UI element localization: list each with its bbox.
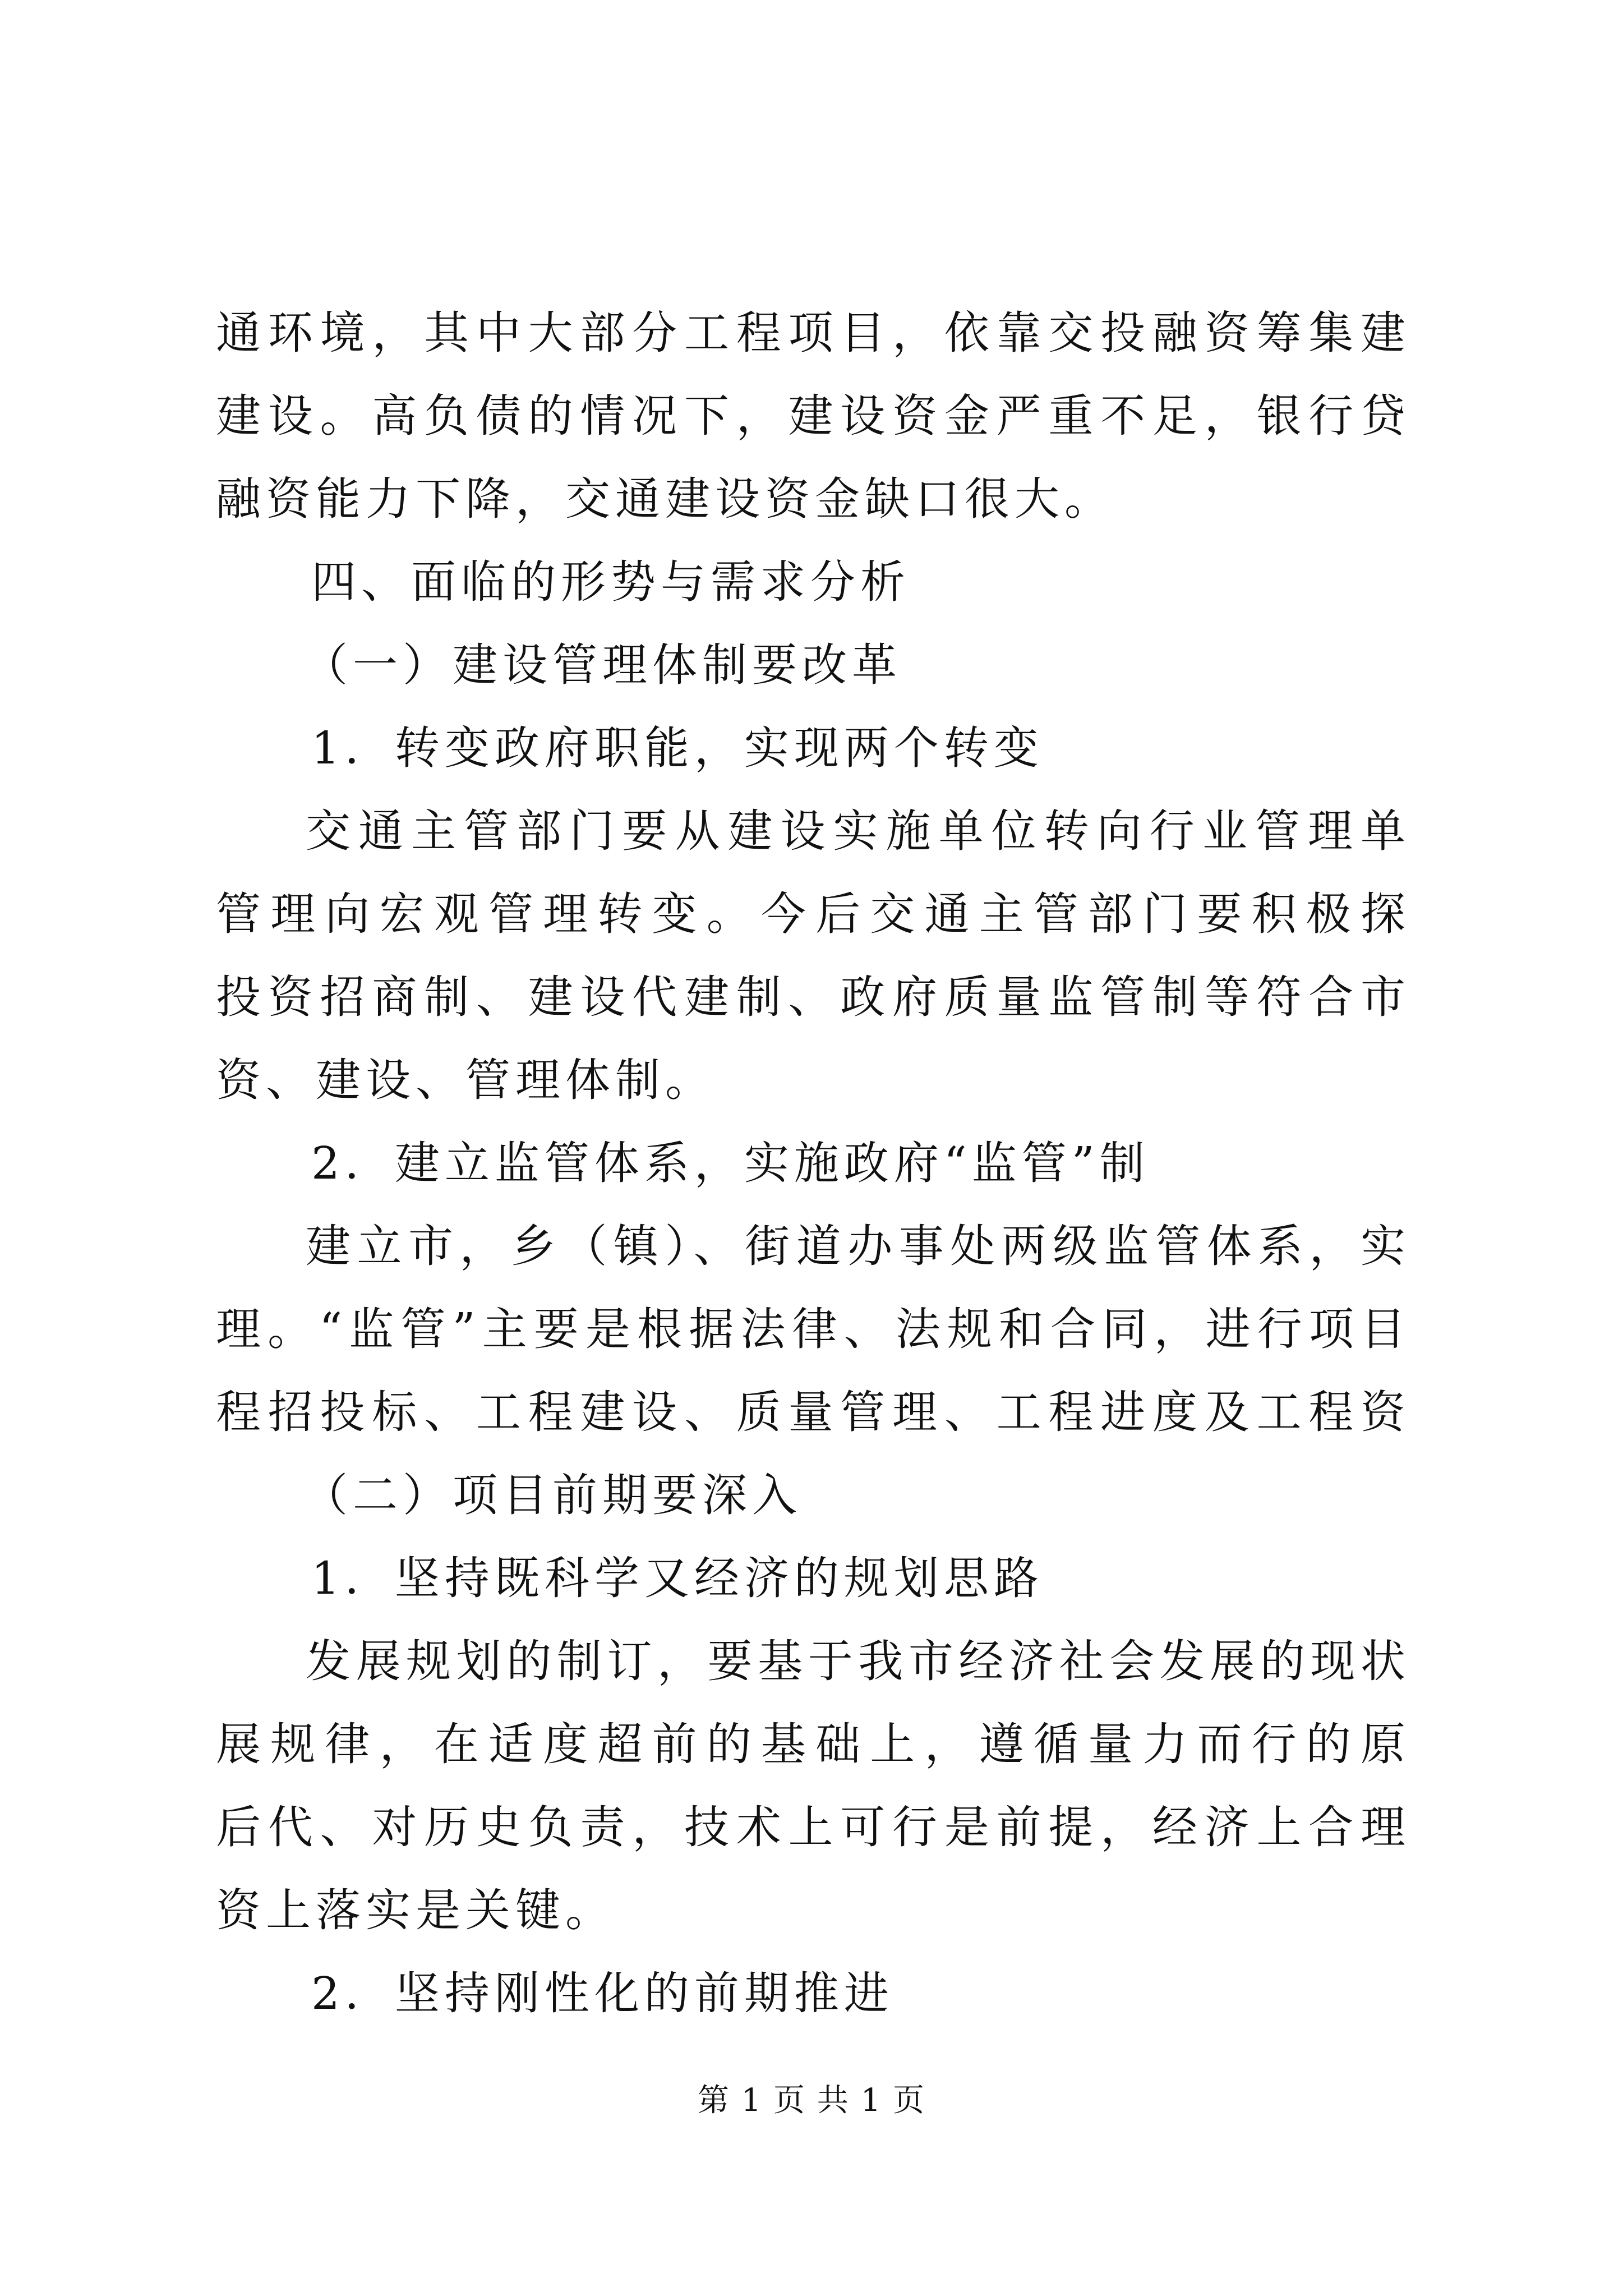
text-line: 展规律，在适度超前的基础上，遵循量力而行的原: [216, 1718, 1410, 1770]
text-line: 建立市，乡（镇）、街道办事处两级监管体系，实: [306, 1220, 1410, 1272]
text-line: 建设。高负债的情况下，建设资金严重不足，银行贷: [216, 390, 1410, 442]
text-line: 管理向宏观管理转变。今后交通主管部门要积极探: [216, 888, 1410, 940]
text-line: 程招投标、工程建设、质量管理、工程进度及工程资: [216, 1386, 1410, 1438]
text-line: 1．坚持既科学又经济的规划思路: [311, 1552, 1044, 1604]
text-line: （一）建设管理体制要改革: [303, 639, 902, 691]
document-body: [216, 292, 1410, 2035]
text-line: 后代、对历史负责，技术上可行是前提，经济上合理: [216, 1801, 1410, 1853]
text-line: 通环境，其中大部分工程项目，依靠交投融资筹集建: [216, 307, 1410, 359]
text-line: 融资能力下降，交通建设资金缺口很大。: [216, 473, 1114, 525]
text-line: 2．坚持刚性化的前期推进: [311, 1967, 894, 2019]
text-line: 资上落实是关键。: [216, 1884, 615, 1936]
text-line: 交通主管部门要从建设实施单位转向行业管理单: [306, 805, 1410, 857]
text-line: 发展规划的制订，要基于我市经济社会发展的现状: [306, 1635, 1410, 1687]
text-line: 1．转变政府职能，实现两个转变: [311, 722, 1044, 774]
text-line: 投资招商制、建设代建制、政府质量监管制等符合市: [216, 971, 1410, 1023]
text-line: 2．建立监管体系，实施政府“监管”制: [311, 1137, 1150, 1189]
text-line: 理。“监管”主要是根据法律、法规和合同，进行项目: [216, 1303, 1410, 1355]
text-line: 四、面临的形势与需求分析: [311, 556, 910, 608]
text-line: （二）项目前期要深入: [303, 1469, 802, 1521]
text-line: 资、建设、管理体制。: [216, 1054, 715, 1106]
page-footer: 第 1 页 共 1 页: [697, 2082, 926, 2119]
